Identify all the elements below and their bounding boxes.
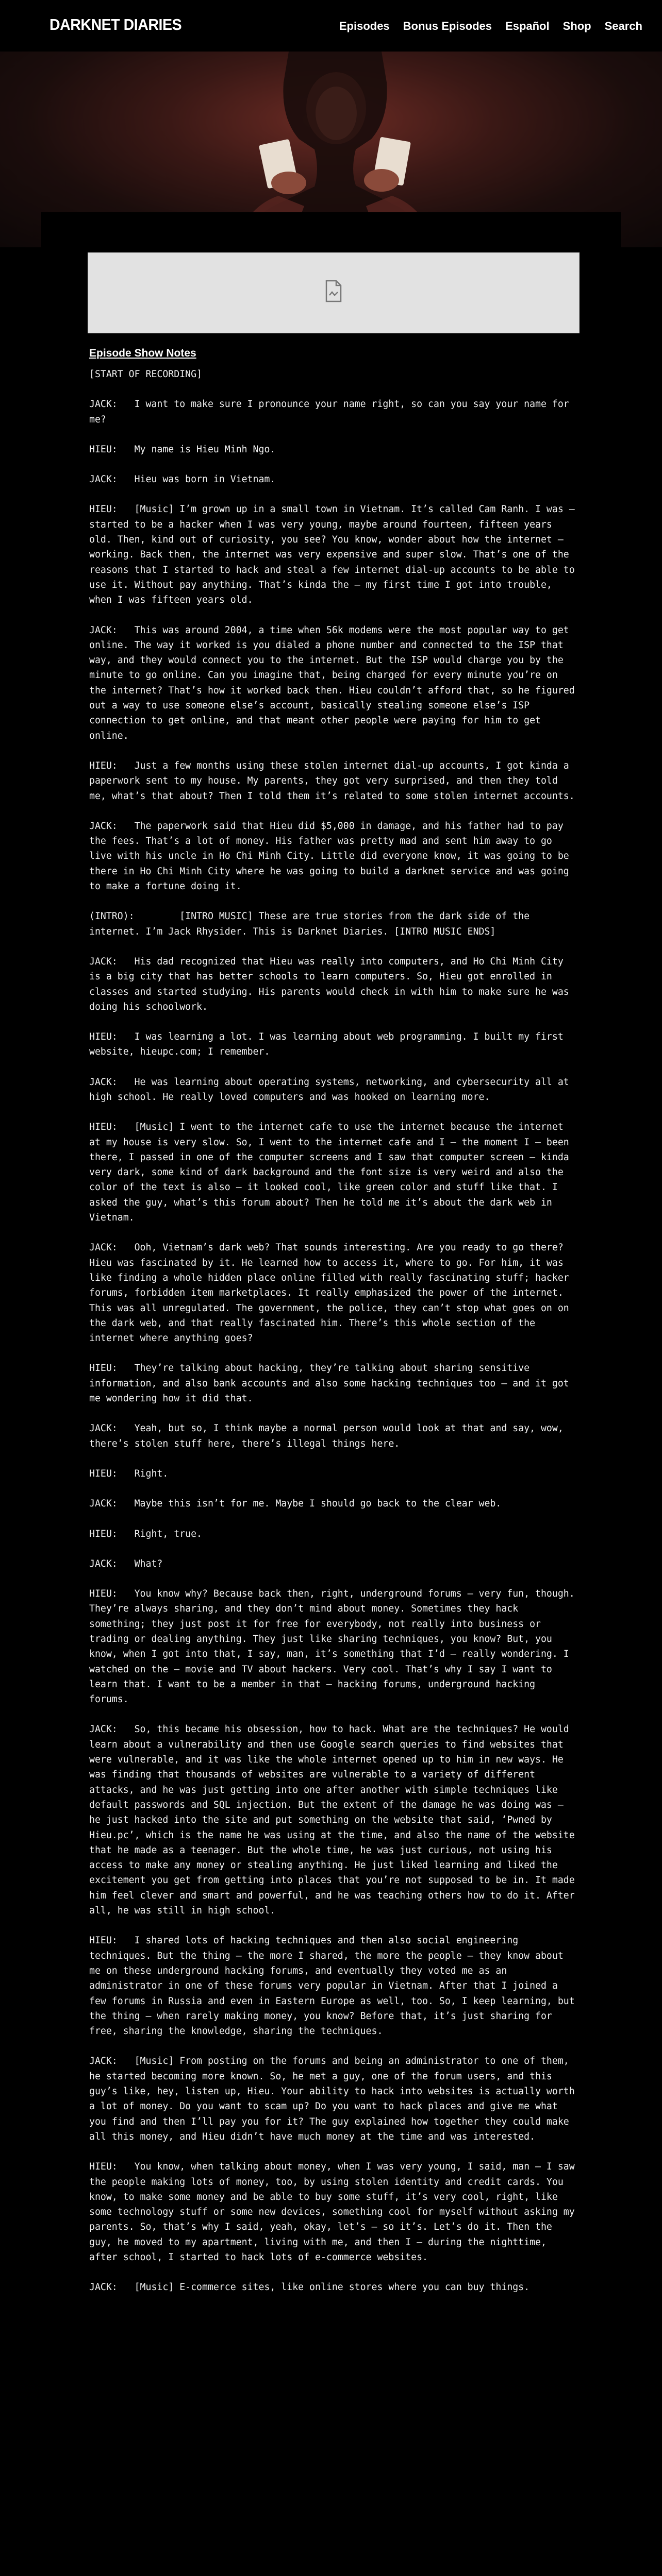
nav-episodes[interactable]: Episodes bbox=[339, 20, 390, 32]
transcript-paragraph: HIEU: I shared lots of hacking techniques and then also social engineering techniques. But the thing — the more I shared, the more the people — they know about me on these underground hacking forums, and eventually they voted me as an administrator in one of these forums very popular in Vietnam. After that I joined a few forums in Russia and even in Eastern Europe as well, too. So, I keep learning, but the thing — when rarely making money, you know? Before that, it’s just sharing for free, sharing the knowledge, sharing the techniques. bbox=[89, 1935, 581, 2037]
audio-player-placeholder[interactable] bbox=[88, 252, 580, 333]
site-header bbox=[0, 0, 662, 52]
episode-content bbox=[41, 212, 621, 2576]
episode-transcript bbox=[89, 367, 581, 2310]
transcript-paragraph: HIEU: Right. bbox=[89, 1468, 169, 1479]
show-notes-heading[interactable]: Episode Show Notes bbox=[89, 347, 196, 359]
transcript-paragraph: JACK: I want to make sure I pronounce your name right, so can you say your name for me? bbox=[89, 399, 575, 425]
transcript-paragraph: (INTRO): [INTRO MUSIC] These are true stories from the dark side of the internet. I’m Jack Rhysider. This is Darknet Diaries. [INTRO MUSIC ENDS] bbox=[89, 911, 536, 937]
transcript-paragraph: [START OF RECORDING] bbox=[89, 369, 202, 380]
transcript-paragraph: HIEU: Just a few months using these stolen internet dial-up accounts, I got kinda a paperwork sent to my house. My parents, they got very surprised, and then they told me, what’s that about? Then I told them it’s related to some stolen internet accounts. bbox=[89, 760, 575, 802]
transcript-paragraph: HIEU: My name is Hieu Minh Ngo. bbox=[89, 444, 276, 455]
main-nav bbox=[339, 20, 642, 33]
transcript-paragraph: HIEU: Right, true. bbox=[89, 1528, 202, 1539]
nav-search[interactable]: Search bbox=[604, 20, 642, 32]
transcript-paragraph: JACK: This was around 2004, a time when 56k modems were the most popular way to get online. The way it worked is you dialed a phone number and connected to the ISP that way, and they would connect you to the internet. But the ISP would charge you by the minute to go online. Can you imagine that, being charged for every minute you’re on the internet? That’s how it worked back then. Hieu couldn’t afford that, so he figured out a way to use someone else’s account, basically stealing someone else’s ISP connection to get online, and that meant other people were paying for him to get online. bbox=[89, 624, 581, 741]
transcript-paragraph: JACK: Maybe this isn’t for me. Maybe I should go back to the clear web. bbox=[89, 1498, 502, 1510]
transcript-paragraph: JACK: His dad recognized that Hieu was really into computers, and Ho Chi Minh City is a big city that has better schools to learn computers. So, Hieu got enrolled in classes and started studying. His parents would check in with him to make sure he was doing his schoolwork. bbox=[89, 956, 575, 1012]
nav-bonus-episodes[interactable]: Bonus Episodes bbox=[403, 20, 492, 32]
nav-espanol[interactable]: Español bbox=[505, 20, 550, 32]
transcript-paragraph: HIEU: You know why? Because back then, right, underground forums — very fun, though. They’re always sharing, and they don’t mind about money. Sometimes they hack something; they just post it for free for everybody, not really into business or trading or dealing anything. They just like sharing techniques, you know? But, you know, when I got into that, I say, man, it’s something that I’d — really wondering. I watched on the — movie and TV about hackers. Very cool. That’s why I say I want to learn that. I want to be a member in that — hacking forums, underground hacking forums. bbox=[89, 1588, 581, 1705]
transcript-paragraph: HIEU: They’re talking about hacking, they’re talking about sharing sensitive information, and also bank accounts and also some hacking techniques too — and it got me wondering how it did that. bbox=[89, 1363, 575, 1404]
transcript-paragraph: JACK: The paperwork said that Hieu did $5,000 in damage, and his father had to pay the fees. That’s a lot of money. His father was pretty mad and sent him away to go live with his uncle in Ho Chi Minh City. Little did everyone know, it was going to be there in Ho Chi Minh City where he was going to build a darknet service and was going to make a fortune doing it. bbox=[89, 820, 575, 892]
transcript-paragraph: HIEU: [Music] I’m grown up in a small town in Vietnam. It’s called Cam Ranh. I was — started to be a hacker when I was very young, maybe around fourteen, fifteen years old. Then, kind out of curiosity, you see? You know, wonder about how the internet — working. Back then, the internet was very expensive and super slow. That’s one of the reasons that I started to hack and steal a few internet dial-up accounts to be able to use it. Without pay anything. That’s kinda the — my first time I got into trouble, when I was fifteen years old. bbox=[89, 504, 581, 606]
transcript-paragraph: JACK: What? bbox=[89, 1558, 163, 1569]
transcript-paragraph: JACK: Hieu was born in Vietnam. bbox=[89, 474, 276, 485]
transcript-paragraph: JACK: So, this became his obsession, how to hack. What are the techniques? He would learn about a vulnerability and then use Google search queries to find websites that were vulnerable, and it was like the whole internet opened up to him in new ways. He was finding that thousands of websites are vulnerable to a variety of different attacks, and he was just getting into one after another with simple techniques like default passwords and SQL injection. But the extent of the damage he was doing was — he just hacked into the site and put something on the website that said, ‘Pwned by Hieu.pc’, which is the name he was using at the time, and also the name of the website that he made as a teenager. But the whole time, he was just curious, not using his access to make any money or stealing anything. He just liked learning and liked the excitement you get from getting into places that you’re not supposed to be in. It made him feel clever and smart and powerful, and he was teaching others how to do it. After all, he was still in high school. bbox=[89, 1724, 581, 1917]
site-logo[interactable]: DARKNET DIARIES bbox=[49, 15, 182, 33]
transcript-paragraph: JACK: [Music] E-commerce sites, like online stores where you can buy things. bbox=[89, 2282, 530, 2293]
nav-shop[interactable]: Shop bbox=[562, 20, 591, 32]
transcript-paragraph: HIEU: I was learning a lot. I was learning about web programming. I built my first website, hieupc.com; I remember. bbox=[89, 1031, 569, 1058]
transcript-paragraph: JACK: Yeah, but so, I think maybe a normal person would look at that and say, wow, there’s stolen stuff here, there’s illegal things here. bbox=[89, 1423, 569, 1449]
transcript-paragraph: JACK: Ooh, Vietnam’s dark web? That sounds interesting. Are you ready to go there? Hieu was fascinated by it. He learned how to access it, where to go. For him, it was like finding a whole hidden place online filled with really fascinating stuff; hacker forums, forbidden item marketplaces. It really emphasized the power of the internet. This was all unregulated. The government, the police, they can’t stop what goes on on the dark web, and that really fascinated him. There’s this whole section of the internet where anything goes? bbox=[89, 1242, 575, 1344]
transcript-paragraph: JACK: He was learning about operating systems, networking, and cybersecurity all at high school. He really loved computers and was hooked on learning more. bbox=[89, 1076, 575, 1103]
transcript-paragraph: HIEU: [Music] I went to the internet cafe to use the internet because the internet at my house is very slow. So, I went to the internet cafe and I — the moment I — been there, I passed in one of the computer screens and I saw that computer screen — kinda very dark, some kind of dark background and the font size is very weird and also the color of the text is also — it looked cool, like green color and stuff like that. I asked the guy, what’s this forum about? Then he told me it’s about the dark web in Vietnam. bbox=[89, 1122, 575, 1224]
transcript-paragraph: JACK: [Music] From posting on the forums and being an administrator to one of them, he started becoming more known. So, he met a guy, one of the forum users, and this guy’s like, hey, listen up, Hieu. Your ability to hack into websites is actually worth a lot of money. Do you want to scam up? Do you want to hack places and give me what you find and then I’ll pay you for it? The guy explained how together they could make all this money, and Hieu didn’t have much money at the time and was interested. bbox=[89, 2056, 581, 2142]
broken-file-icon bbox=[325, 280, 342, 302]
transcript-paragraph: HIEU: You know, when talking about money, when I was very young, I said, man — I saw the people making lots of money, too, by using stolen identity and credit cards. You know, to make some money and be able to buy some stuff, it’s very cool, right, like some technology stuff or some new devices, something cool for myself without asking my parents. So, that’s why I said, yeah, okay, let’s — so it’s. Let’s do it. Then the guy, he moved to my apartment, living with me, and then I — during the nighttime, after school, I started to hack lots of e-commerce websites. bbox=[89, 2161, 581, 2263]
